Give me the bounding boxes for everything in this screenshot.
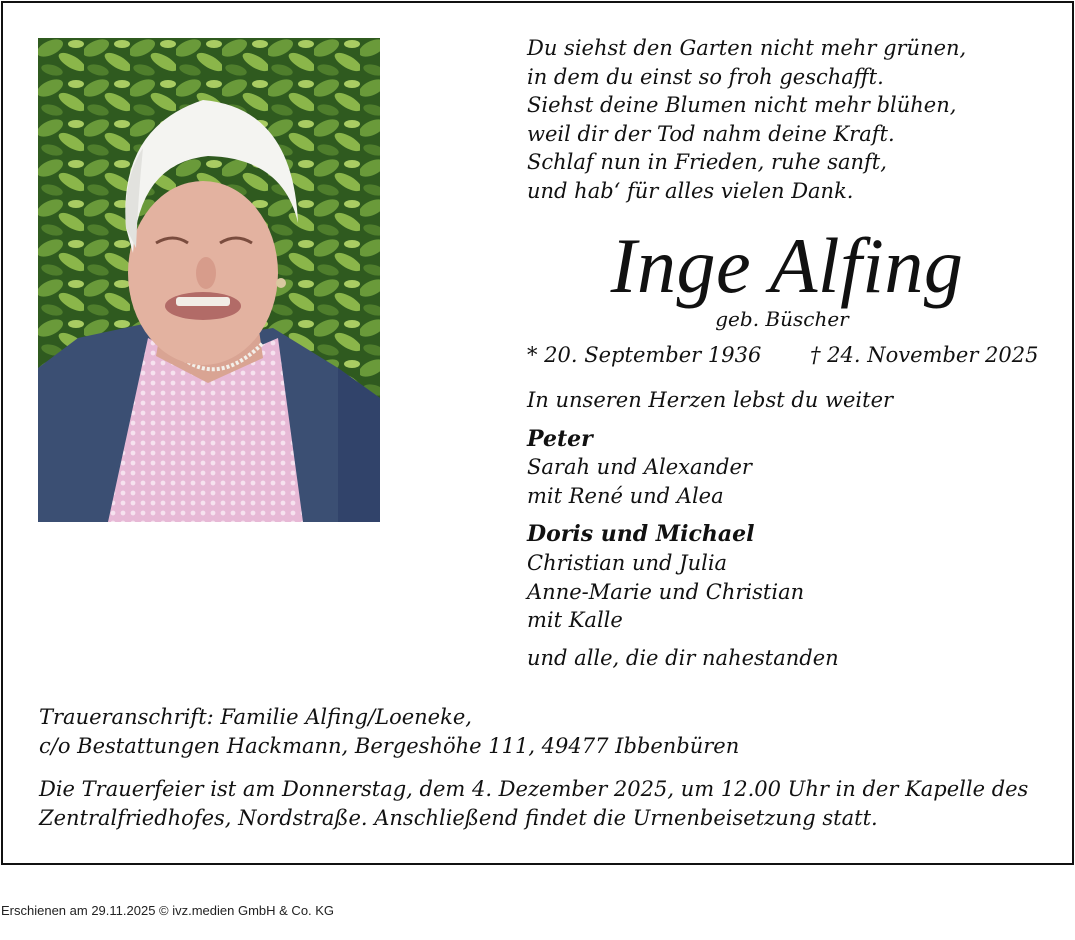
family-group-head: Peter — [527, 425, 593, 452]
poem — [527, 34, 1047, 206]
family-member: Sarah und Alexander — [527, 455, 752, 480]
death-date: † 24. November 2025 — [810, 343, 1039, 367]
ceremony-notice — [39, 775, 1049, 833]
family-list — [527, 386, 1057, 672]
portrait-image — [38, 38, 380, 522]
poem-line: Siehst deine Blumen nicht mehr blühen, — [527, 93, 957, 118]
ceremony-line: Die Trauerfeier ist am Donnerstag, dem 4. Dezember 2025, um 12.00 Uhr in der Kapelle des — [39, 777, 1029, 801]
address-line: c/o Bestattungen Hackmann, Bergeshöhe 111, 49477 Ibbenbüren — [39, 734, 740, 758]
publication-footer: Erschienen am 29.11.2025 © ivz.medien GmbH & Co. KG — [1, 903, 335, 918]
maiden-name: geb. Büscher — [715, 307, 849, 331]
family-member: Christian und Julia — [527, 550, 728, 575]
poem-line: Schlaf nun in Frieden, ruhe sanft, — [527, 150, 887, 175]
family-group-head: Doris und Michael — [527, 521, 755, 548]
family-member: Anne-Marie und Christian — [527, 579, 805, 604]
poem-line: Du siehst den Garten nicht mehr grünen, — [527, 36, 967, 60]
birth-date: * 20. September 1936 — [527, 343, 762, 367]
mourning-address — [39, 703, 1039, 761]
poem-line: weil dir der Tod nahm deine Kraft. — [527, 121, 895, 146]
family-member: mit Kalle — [527, 608, 623, 633]
portrait-photo — [38, 38, 380, 522]
ceremony-line: Zentralfriedhofes, Nordstraße. Anschließend findet die Urnenbeisetzung statt. — [39, 806, 878, 830]
poem-line: und hab‘ für alles vielen Dank. — [527, 178, 854, 203]
poem-line: in dem du einst so froh geschafft. — [527, 64, 884, 89]
life-dates — [527, 341, 1037, 369]
address-line: Traueranschrift: Familie Alfing/Loeneke, — [39, 705, 472, 729]
family-closing: und alle, die dir nahestanden — [527, 645, 839, 670]
deceased-name: Inge Alfing — [610, 222, 964, 309]
family-motto: In unseren Herzen lebst du weiter — [527, 388, 894, 412]
family-member: mit René und Alea — [527, 483, 724, 508]
